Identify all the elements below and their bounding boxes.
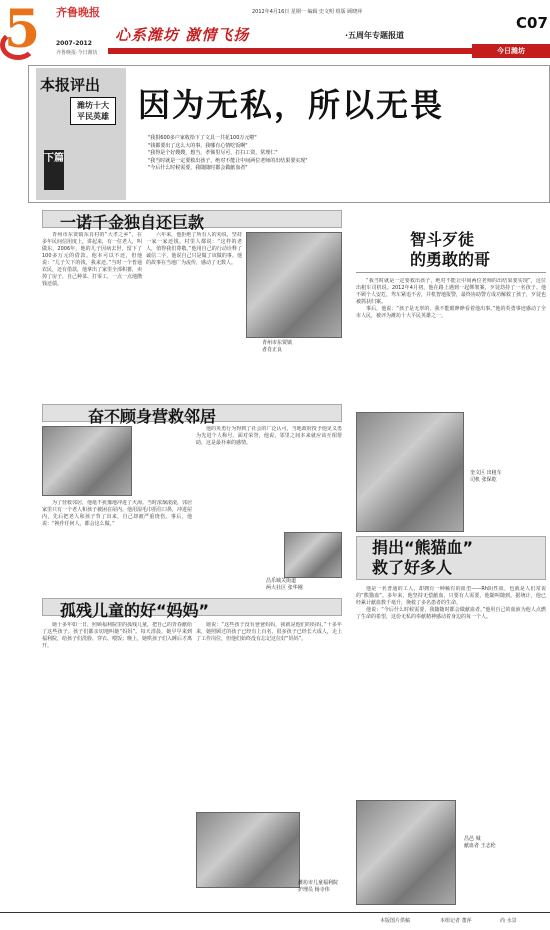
article-4-photo (356, 800, 456, 905)
article-1-photo (246, 232, 342, 338)
article-5-body (42, 622, 192, 902)
article-3-photo (356, 412, 464, 532)
article-4-body (356, 586, 546, 756)
quote-line: "我捐600多户家收拾下了文具一共花100万元啦" (148, 135, 257, 141)
lead-big-title: 因为无私，所以无畏 (138, 86, 445, 124)
footer-reporter: 本组记者 董萍 (440, 918, 472, 924)
article-2-photo-caption: 昌乐城关街道 两大社区 张华刚 (266, 578, 303, 591)
article-2-photo (42, 426, 132, 496)
article-2-body-col2 (196, 426, 342, 546)
article-3-para: 事后，他说：“孩子是无辜的，我不能眼睁睁看着他出事。”他的英勇事迹感动了全市人民，被评为潍坊十大平民英雄之一。 (356, 306, 546, 319)
article-2-para: 为了营救邻居，他毫不犹豫地冲进了火海。当时浓烟滚滚，邻居家里只有一个老人和孩子被困在屋内。他用湿毛巾捂住口鼻，冲进屋内，先后把老人和孩子背了出来，自己却被严重烧伤。事后，他说：“换作任何人，都会这么做。” (42, 500, 192, 527)
section-tab: 今日潍坊 (472, 44, 550, 58)
article-3-para: “我当时就是一定要救出孩子，绝对不能让中间两位老师的出结果要实现”，这位出租车司机说。2012年4月初，他在路上遇到一起绑架案，歹徒劫持了一名孩子。他不顾个人安危，驾车紧追不舍，并机智地报警，最终协助警方成功解救了孩子，歹徒也被抓获归案。 (356, 278, 546, 305)
article-2-body (42, 500, 192, 590)
article-5-photo (196, 812, 300, 888)
page-footer (0, 912, 550, 930)
five-year-logo: 5 (4, 0, 41, 60)
edition-subtitle: 齐鲁晚报·今日潍坊 (56, 50, 98, 56)
article-1-para: 六年来，他拒绝了所有人的劝说，坚持一家一家还钱。村里人都说：“这样的老人，值得我们尊敬。”他用自己的行动诠释了诚信二字，他说自己只是做了该做的事。他的故事在当地广为流传，感动了无数人。 (146, 232, 242, 266)
special-report-label: ·五周年专题报道 (345, 31, 405, 40)
article-2-title: 奋不顾身营救邻居 (88, 407, 217, 426)
article-5-body-col2 (196, 622, 342, 812)
article-5-para: 她说：“这些孩子没有爸爸妈妈，我就是他们的妈妈。”十多年来，她照顾过的孩子已经有上百名，很多孩子已经长大成人，走上了工作岗位，但他们始终没有忘记这位好“妈妈”。 (196, 622, 342, 642)
article-1-photo-caption: 青州市东贾镇 者肖正良 (262, 340, 293, 353)
footer-author: 尚 水景 (500, 918, 517, 924)
article-4-photo-caption: 昌邑 城 献血者 王志伦 (464, 836, 496, 849)
masthead (0, 0, 550, 72)
quote-line: "我当时就是一定要救出孩子，绝对不能让中间两位老师的出结果要实现" (148, 157, 308, 164)
article-2-para: 他的英勇行为得到了社会的广泛认可，当地政府授予他见义勇为先进个人称号。面对荣誉，他说，邻里之间本来就应该互相帮助，这是最朴素的感情。 (196, 426, 342, 446)
lead-stamp-subtitle (70, 97, 116, 125)
article-5-para: 她十多年如一日，照顾福利院里的孤残儿童，把自己的青春献给了这些孩子。孩子们都亲切地叫她“妈妈”。每天清晨，她早早来到福利院，给孩子们洗脸、穿衣、喂饭；晚上，她哄孩子们入睡后才离开。 (42, 622, 192, 649)
article-1-body (42, 232, 142, 384)
lead-part-label: 下篇 (44, 150, 64, 190)
article-5-title: 孤残儿童的好“妈妈” (60, 601, 210, 620)
lead-stamp-title: 本报评出 (40, 76, 101, 94)
article-3-body (356, 278, 546, 408)
quote-line: "今后什么时候需要，我随随时都会做献血者" (148, 165, 248, 171)
divider (356, 272, 546, 273)
article-3-title: 智斗歹徒 的勇敢的哥 (410, 230, 491, 269)
article-4-title: 捐出“熊猫血” 救了好多人 (372, 538, 474, 577)
article-5-photo-caption: 潍坊市儿童福利院 护理员 杨寺伟 (298, 880, 339, 893)
article-3-photo-caption: 奎文区 出租车 司机 张保乾 (470, 470, 502, 483)
article-2-portrait (284, 532, 342, 578)
anniversary-years: 2007-2012 (56, 40, 92, 47)
lead-stamp-subtitle-text: 潍坊十大 平民英雄 (77, 101, 109, 121)
article-1-body-col2 (146, 232, 242, 384)
date-editor-line: 2012年4月16日 星期一 编辑 史文明 组版 顾晓萍 (252, 9, 363, 15)
article-1-title: 一诺千金独自还巨款 (60, 213, 205, 232)
page-number: C07 (516, 14, 548, 32)
special-slogan: 心系潍坊 激情飞扬 (115, 26, 250, 44)
newspaper-brand: 齐鲁晚报 (56, 6, 100, 19)
article-4-para: 他说：“今后什么时候需要，我随随时都会做献血者。”他用自己的血液为他人点燃了生命的希望，这份无私的奉献精神感动着身边的每一个人。 (356, 607, 546, 620)
article-4-para: 他是一名普通的工人，却拥有一种稀有的血型——Rh阴性血，也就是人们常说的“熊猫血”。多年来，他坚持无偿献血，只要有人需要，他随叫随到。据统计，他已经累计献血数千毫升，挽救了多名患者的生命。 (356, 586, 546, 606)
article-1-para: 青州市东贾镇东肖村的“大孝之乡”，在多年民间信用度上，讲起来，有一位老人，叫做东，2006年，他的儿子因病去世，留下了100多万元的借款。他本可以不还，但他说：“儿子欠下的钱，我来还。”当时一个普通农民，还有借款，他拿出了家里全部积蓄，卖掉了房子，自己种菜、打零工，一点一点地攒钱还债。 (42, 232, 142, 287)
lead-quotes (148, 135, 528, 173)
quote-line: "我得是个好嫂嫂，想当，孝悌里尽可，打扫工资，常理仁" (148, 150, 278, 156)
footer-photo-credit: 本版图片供稿 (380, 918, 411, 924)
quote-line: "钱都要出了这么大的事，我哪有心情吃饭啊" (148, 142, 248, 149)
